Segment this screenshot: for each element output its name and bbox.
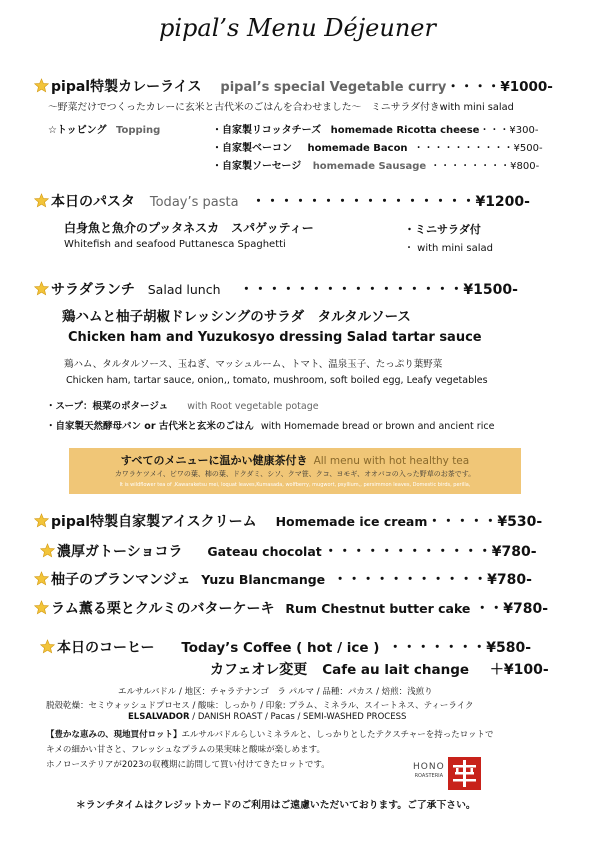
salad-price: ・・・・・・・・・・・・・・・・¥1500-: [239, 282, 518, 298]
coffee-story-1: [46, 728, 494, 740]
topping-item-price: ・・・¥300-: [479, 125, 539, 136]
star-icon: [34, 600, 49, 615]
topping-item: [212, 157, 539, 172]
coffee-name-en: Today’s Coffee ( hot / ice ): [181, 640, 380, 656]
cafe-au-lait-en: Cafe au lait change: [322, 662, 470, 678]
roastery-logo-text: [413, 763, 445, 781]
salad-name-en: Salad lunch: [147, 282, 221, 297]
coffee-heading: [40, 637, 531, 657]
bread-line: [46, 418, 494, 432]
topping-item-price: ・・・・・・・・・・¥500-: [413, 143, 543, 154]
topping-item-jp: ・自家製ソーセージ: [212, 161, 302, 172]
salad-ingredients-en: Chicken ham, tartar sauce, onion,, tomato, mushroom, soft boiled egg, Leafy vegetables: [66, 375, 488, 386]
dessert-price: ・・¥780-: [475, 601, 549, 617]
salad-dish-jp: 鶏ハムと柚子胡椒ドレッシングのサラダ タルタルソース: [62, 309, 411, 325]
coffee-story-heading: 【豊かな恵みの、現地買付ロット】: [46, 730, 182, 740]
salad-name-jp: サラダランチ: [51, 282, 135, 298]
dessert-item: [40, 541, 537, 561]
coffee-story-3: ホノローステリアが2023の収穫期に訪問して買い付けてきたロットです。: [46, 760, 330, 770]
star-icon: [34, 571, 49, 586]
dessert-name-en: Homemade ice cream: [275, 514, 428, 529]
pasta-name-jp: 本日のパスタ: [51, 194, 135, 210]
payment-note: ＊ランチタイムはクレジットカードのご利用はご遠慮いただいております。ご了承下さい。: [76, 800, 476, 811]
topping-label-en: Topping: [115, 125, 161, 136]
dessert-name-en: Gateau chocolat: [207, 544, 322, 559]
star-icon: [34, 513, 49, 528]
soup-en: with Root vegetable potage: [187, 401, 319, 412]
tea-banner-jp: すべてのメニューに温かい健康茶付き: [120, 454, 308, 467]
topping-item-en: homemade Bacon: [307, 143, 408, 154]
bread-en: with Homemade bread or brown and ancient rice: [260, 421, 495, 432]
dessert-name-en: Yuzu Blancmange: [201, 572, 326, 587]
topping-item: [212, 121, 539, 136]
soup-line: [46, 398, 319, 412]
bread-jp: ・自家製天然酵母パン or 古代米と玄米のごはん: [46, 421, 254, 432]
topping-item: [212, 139, 543, 154]
dessert-item: [34, 598, 548, 618]
logo-mark-icon: [448, 757, 481, 790]
pasta-dish-en: Whitefish and seafood Puttanesca Spaghetti: [64, 239, 286, 250]
dessert-name-en: Rum Chestnut butter cake: [285, 601, 471, 616]
soup-jp: ・スープ：根菜のポタージュ: [46, 401, 169, 412]
tea-banner: [69, 448, 521, 494]
dessert-price: ・・・・・¥530-: [427, 514, 543, 530]
cafe-au-lait-price: ＋¥100-: [489, 662, 549, 678]
star-icon: [34, 193, 49, 208]
pasta-dish-jp: 白身魚と魚介のプッタネスカ スパゲッティー: [64, 221, 314, 235]
dessert-name-jp: ラム薫る栗とクルミのバターケーキ: [51, 601, 275, 617]
tea-banner-en: All menu with hot healthy tea: [313, 455, 470, 467]
coffee-name-jp: 本日のコーヒー: [57, 640, 155, 656]
topping-item-jp: ・自家製リコッタチーズ: [212, 125, 322, 136]
curry-name-en: pipal’s special Vegetable curry: [220, 80, 447, 95]
coffee-story-text: エルサルバドルらしいミネラルと、しっかりとしたテクスチャーを持ったロットで: [181, 730, 494, 740]
pasta-side-jp: ・ミニサラダ付: [404, 223, 481, 236]
topping-item-en: homemade Sausage: [312, 161, 427, 172]
salad-dish-en: Chicken ham and Yuzukosyo dressing Salad tartar sauce: [68, 330, 482, 345]
dessert-item: [34, 569, 532, 589]
cafe-au-lait-jp: カフェオレ変更: [210, 662, 308, 678]
coffee-detail-3: [128, 712, 406, 722]
topping-label-jp: ☆トッピング: [48, 125, 107, 136]
topping-label: [48, 121, 160, 136]
logo-name: HONO: [413, 762, 445, 772]
pasta-price: ・・・・・・・・・・・・・・・・¥1200-: [251, 194, 530, 210]
dessert-item: [34, 511, 542, 531]
pasta-name-en: Today’s pasta: [149, 195, 239, 210]
topping-item-en: homemade Ricotta cheese: [330, 125, 480, 136]
cafe-au-lait-line: [210, 659, 549, 679]
curry-price: ・・・・¥1000-: [446, 79, 553, 95]
pasta-heading: [34, 191, 530, 211]
coffee-detail-2: 脱殻乾燥：セミウォッシュドプロセス / 酸味：しっかり / 印象: プラム、ミネラル、スイートネス、ティーライク: [46, 701, 474, 711]
tea-banner-title: [69, 452, 521, 468]
star-icon: [40, 639, 55, 654]
dessert-name-jp: 濃厚ガトーショコラ: [57, 544, 183, 560]
roastery-logo-icon: [448, 757, 481, 790]
curry-name-jp: pipal特製カレーライス: [51, 79, 202, 95]
star-icon: [34, 78, 49, 93]
dessert-price: ・・・・・・・・・・・¥780-: [333, 572, 532, 588]
tea-ingredients-jp: カワラケツメイ、ビワの葉、柿の葉、ドクダミ、シソ、クマ笹、クコ、ヨモギ、オオバコの入った野草のお茶です。: [114, 470, 476, 478]
pasta-side-en: ・ with mini salad: [404, 243, 493, 254]
salad-heading: [34, 279, 518, 299]
coffee-origin-detail: / DANISH ROAST / Pacas / SEMI-WASHED PROCESS: [189, 712, 407, 722]
page-title: pipal’s Menu Déjeuner: [159, 14, 436, 42]
coffee-detail-1: エルサルバドル / 地区：チャラテナンゴ ラ パルマ / 品種：パカス / 焙煎：浅煎り: [118, 687, 433, 697]
coffee-origin: ELSALVADOR: [128, 712, 190, 722]
dessert-price: ・・・・・・・・・・・・¥780-: [323, 544, 537, 560]
salad-ingredients-jp: 鶏ハム、タルタルソース、玉ねぎ、マッシュルーム、トマト、温泉玉子、たっぷり葉野菜: [64, 359, 443, 370]
curry-description: 〜野菜だけでつくったカレーに玄米と古代米のごはんを合わせました〜 ミニサラダ付きwith mini salad: [48, 102, 514, 113]
star-icon: [40, 543, 55, 558]
logo-sub: ROASTERIA: [414, 773, 444, 779]
tea-ingredients-en: It is wildflower tea of ,Kawaraketsu mei, loquat leaves,Kumasada, wolfberry, mugwort, psyllium,, persimmon leaves, Domestic birds, perilla,: [119, 482, 471, 488]
topping-item-jp: ・自家製ベーコン: [212, 143, 292, 154]
star-icon: [34, 281, 49, 296]
coffee-story-2: キメの細かい甘さと、フレッシュなプラムの果実味と酸味が楽しめます。: [46, 745, 325, 755]
topping-item-price: ・・・・・・・・¥800-: [430, 161, 540, 172]
dessert-name-jp: pipal特製自家製アイスクリーム: [51, 514, 257, 530]
coffee-price: ・・・・・・・¥580-: [388, 640, 532, 656]
dessert-name-jp: 柚子のブランマンジェ: [51, 572, 191, 588]
curry-heading: [34, 75, 553, 96]
